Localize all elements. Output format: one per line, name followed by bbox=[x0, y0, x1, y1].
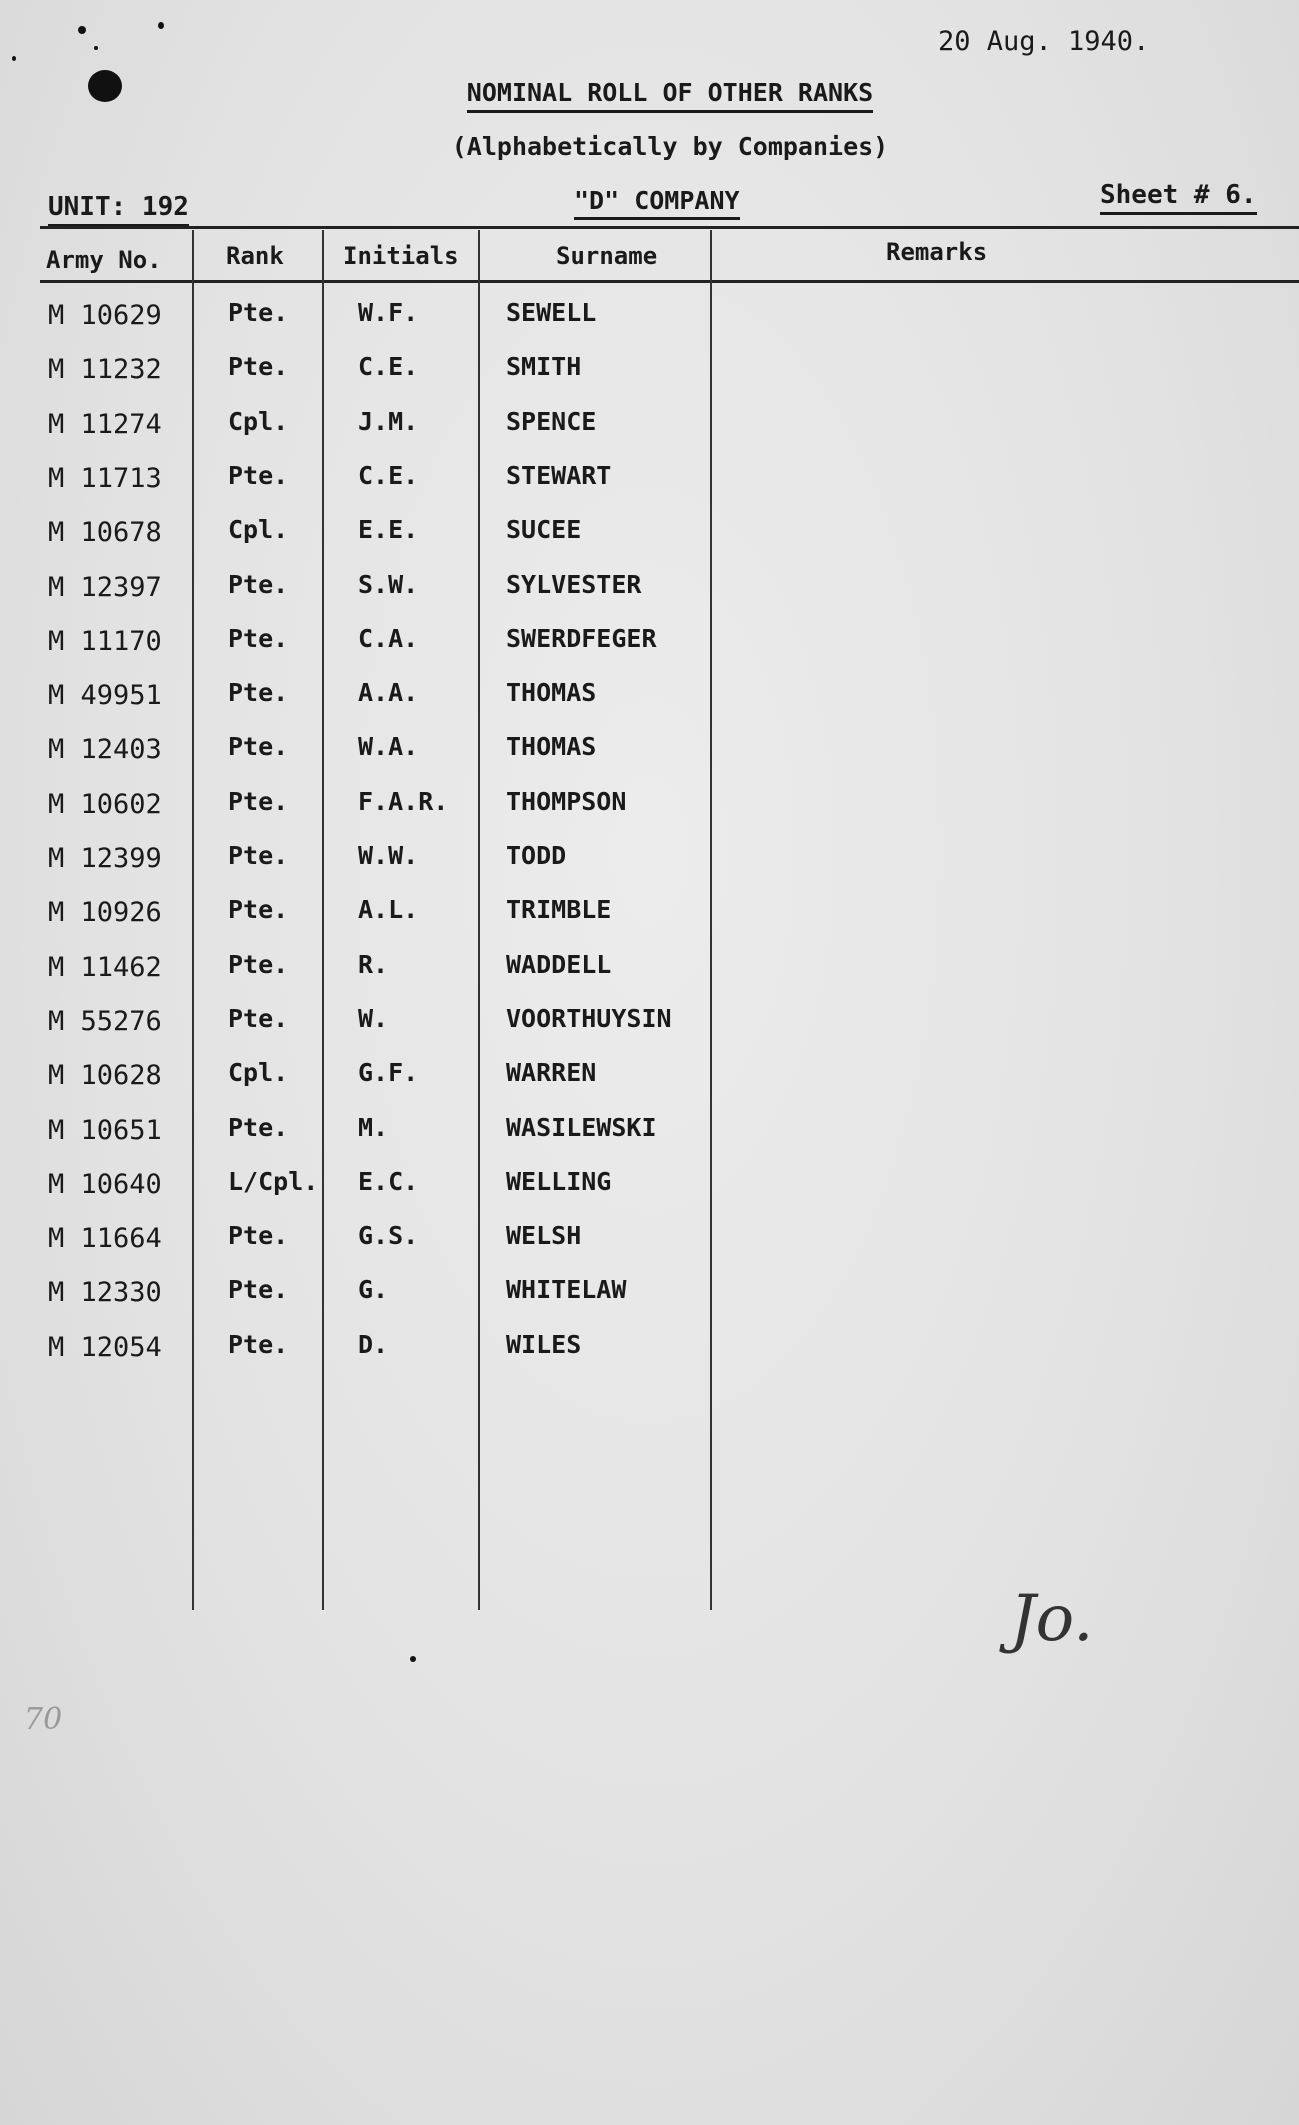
table-header-rule bbox=[40, 280, 1299, 283]
rank-cell: Pte. bbox=[228, 624, 289, 653]
initials-cell: W.A. bbox=[358, 732, 419, 761]
army-number-cell: M 10628 bbox=[48, 1060, 162, 1091]
surname-cell: SEWELL bbox=[506, 298, 597, 327]
surname-cell: TRIMBLE bbox=[506, 895, 612, 924]
initials-cell: J.M. bbox=[358, 407, 419, 436]
surname-cell: STEWART bbox=[506, 461, 612, 490]
initials-cell: D. bbox=[358, 1330, 389, 1359]
ink-speck bbox=[410, 1656, 416, 1662]
surname-cell: WASILEWSKI bbox=[506, 1113, 657, 1142]
surname-cell: SYLVESTER bbox=[506, 570, 642, 599]
document-title bbox=[0, 78, 1299, 107]
army-number-cell: M 10678 bbox=[48, 517, 162, 548]
header-rank: Rank bbox=[226, 242, 284, 270]
initials-cell: C.A. bbox=[358, 624, 419, 653]
document-subtitle: (Alphabetically by Companies) bbox=[451, 132, 889, 161]
surname-cell: THOMPSON bbox=[506, 787, 627, 816]
surname-cell: WELSH bbox=[506, 1221, 582, 1250]
rank-cell: Pte. bbox=[228, 1275, 289, 1304]
rank-cell: Pte. bbox=[228, 1004, 289, 1033]
initials-cell: G.S. bbox=[358, 1221, 419, 1250]
column-divider bbox=[478, 230, 480, 1610]
ink-speck bbox=[12, 56, 16, 61]
initials-cell: S.W. bbox=[358, 570, 419, 599]
army-number-cell: M 11274 bbox=[48, 409, 162, 440]
rank-cell: Pte. bbox=[228, 1330, 289, 1359]
initials-cell: R. bbox=[358, 950, 389, 979]
army-number-cell: M 55276 bbox=[48, 1006, 162, 1037]
pencil-mark: 70 bbox=[24, 1702, 63, 1737]
surname-cell: WELLING bbox=[506, 1167, 612, 1196]
army-number-cell: M 12054 bbox=[48, 1332, 162, 1363]
surname-cell: VOORTHUYSIN bbox=[506, 1004, 672, 1033]
rank-cell: Pte. bbox=[228, 678, 289, 707]
column-divider bbox=[322, 230, 324, 1610]
initials-cell: A.L. bbox=[358, 895, 419, 924]
initials-cell: A.A. bbox=[358, 678, 419, 707]
column-divider bbox=[192, 230, 194, 1610]
initials-cell: E.C. bbox=[358, 1167, 419, 1196]
sheet-number: Sheet # 6. bbox=[1100, 180, 1257, 215]
rank-cell: Pte. bbox=[228, 787, 289, 816]
rank-cell: Pte. bbox=[228, 461, 289, 490]
surname-cell: WARREN bbox=[506, 1058, 597, 1087]
handwritten-initials: Jo. bbox=[1010, 1582, 1094, 1656]
initials-cell: W.F. bbox=[358, 298, 419, 327]
initials-cell: G. bbox=[358, 1275, 389, 1304]
army-number-cell: M 12397 bbox=[48, 572, 162, 603]
army-number-cell: M 12403 bbox=[48, 734, 162, 765]
rank-cell: Cpl. bbox=[228, 407, 289, 436]
rank-cell: Pte. bbox=[228, 841, 289, 870]
title-text: NOMINAL ROLL OF OTHER RANKS bbox=[467, 78, 873, 113]
column-divider bbox=[710, 230, 712, 1610]
initials-cell: G.F. bbox=[358, 1058, 419, 1087]
header-remarks: Remarks bbox=[886, 238, 988, 266]
initials-cell: M. bbox=[358, 1113, 389, 1142]
army-number-cell: M 11170 bbox=[48, 626, 162, 657]
unit-label: UNIT: 192 bbox=[48, 192, 189, 227]
rank-cell: Pte. bbox=[228, 298, 289, 327]
army-number-cell: M 11713 bbox=[48, 463, 162, 494]
rank-cell: Cpl. bbox=[228, 1058, 289, 1087]
surname-cell: WILES bbox=[506, 1330, 582, 1359]
army-number-cell: M 10926 bbox=[48, 897, 162, 928]
army-number-cell: M 10640 bbox=[48, 1169, 162, 1200]
initials-cell: E.E. bbox=[358, 515, 419, 544]
army-number-cell: M 11232 bbox=[48, 354, 162, 385]
army-number-cell: M 49951 bbox=[48, 680, 162, 711]
surname-cell: SMITH bbox=[506, 352, 582, 381]
surname-cell: THOMAS bbox=[506, 678, 597, 707]
surname-cell: WHITELAW bbox=[506, 1275, 627, 1304]
rank-cell: Pte. bbox=[228, 1113, 289, 1142]
army-number-cell: M 12399 bbox=[48, 843, 162, 874]
initials-cell: C.E. bbox=[358, 352, 419, 381]
ink-speck bbox=[78, 26, 86, 34]
company-label: "D" COMPANY bbox=[574, 186, 740, 220]
surname-cell: SUCEE bbox=[506, 515, 582, 544]
rank-cell: Pte. bbox=[228, 732, 289, 761]
rank-cell: Pte. bbox=[228, 570, 289, 599]
army-number-cell: M 10651 bbox=[48, 1115, 162, 1146]
header-initials: Initials bbox=[343, 242, 459, 270]
document-date: 20 Aug. 1940. bbox=[938, 26, 1150, 57]
rank-cell: Pte. bbox=[228, 950, 289, 979]
table-top-rule bbox=[40, 226, 1299, 229]
initials-cell: C.E. bbox=[358, 461, 419, 490]
army-number-cell: M 10602 bbox=[48, 789, 162, 820]
surname-cell: SPENCE bbox=[506, 407, 597, 436]
surname-cell: SWERDFEGER bbox=[506, 624, 657, 653]
rank-cell: Pte. bbox=[228, 1221, 289, 1250]
army-number-cell: M 12330 bbox=[48, 1277, 162, 1308]
rank-cell: Cpl. bbox=[228, 515, 289, 544]
initials-cell: W.W. bbox=[358, 841, 419, 870]
surname-cell: TODD bbox=[506, 841, 567, 870]
army-number-cell: M 11664 bbox=[48, 1223, 162, 1254]
initials-cell: W. bbox=[358, 1004, 389, 1033]
army-number-cell: M 11462 bbox=[48, 952, 162, 983]
army-number-cell: M 10629 bbox=[48, 300, 162, 331]
rank-cell: Pte. bbox=[228, 352, 289, 381]
ink-speck bbox=[158, 22, 164, 29]
surname-cell: WADDELL bbox=[506, 950, 612, 979]
header-army-no: Army No. bbox=[46, 246, 162, 274]
ink-speck bbox=[94, 46, 98, 50]
surname-cell: THOMAS bbox=[506, 732, 597, 761]
header-surname: Surname bbox=[556, 242, 658, 270]
rank-cell: L/Cpl. bbox=[228, 1167, 319, 1196]
initials-cell: F.A.R. bbox=[358, 787, 449, 816]
rank-cell: Pte. bbox=[228, 895, 289, 924]
